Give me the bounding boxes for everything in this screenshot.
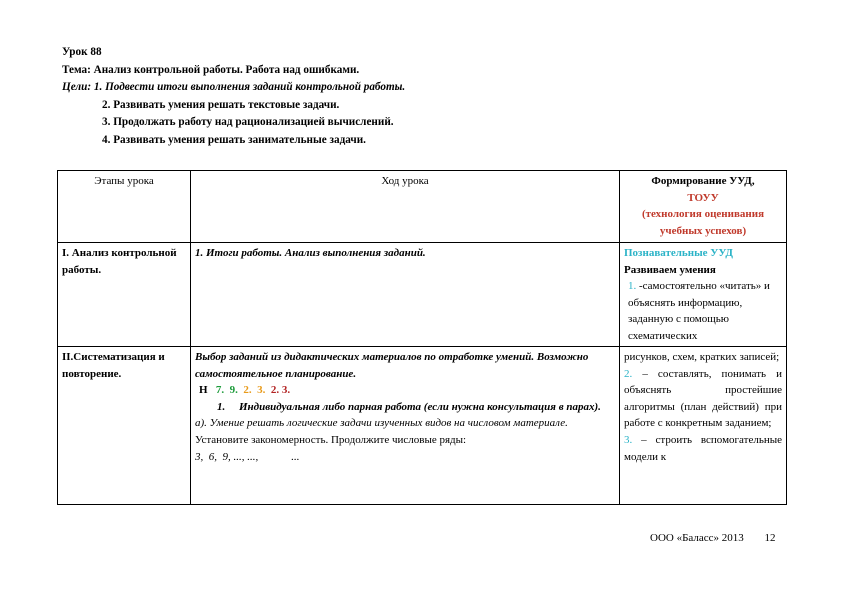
uud-skill-1-cont: рисунков, схем, кратких записей; xyxy=(624,351,780,363)
goals-line xyxy=(62,79,405,97)
uud-skill-1: 1. -самостоятельно «читать» и объяснять информацию, заданную с помощью схематических xyxy=(628,280,770,342)
lesson-header xyxy=(62,44,405,150)
lesson-plan-table xyxy=(57,170,787,505)
table-header-row xyxy=(58,171,787,243)
uud-title: Формирование УУД, xyxy=(651,175,755,187)
instruction-text: Установите закономерность. Продолжите числовые ряды: xyxy=(195,433,467,446)
lesson-topic: Тема: Анализ контрольной работы. Работа над ошибками. xyxy=(62,63,360,76)
goal-3: 3. Продолжать работу над рационализацией вычислений. xyxy=(102,116,394,129)
goal-4: 4. Развивать умения решать занимательные задачи. xyxy=(102,133,366,146)
table-row xyxy=(58,243,787,347)
number-series: 3, 6, 9, ..., ..., ... xyxy=(195,450,300,463)
uud-skill-2: 2. – составлять, понимать и объяснять простейшие алгоритмы (план действий) при работе с конкретным заданием; xyxy=(624,367,783,430)
page-footer xyxy=(650,532,794,544)
uud-skill-3: 3. – строить вспомогательные модели к xyxy=(624,433,783,463)
header-uud xyxy=(620,171,787,243)
task-numbers: Н 7. 9. 2. 3. 2. 3. xyxy=(199,384,291,397)
stage-cell: II.Систематизация и повторение. xyxy=(58,347,191,505)
goal-2: 2. Развивать умения решать текстовые задачи. xyxy=(102,98,340,111)
cognitive-uud-title: Познавательные УУД xyxy=(624,247,733,259)
toou-label: ТОУУ xyxy=(687,191,719,204)
goals-label: Цели: xyxy=(62,81,92,94)
uud-cell xyxy=(620,347,787,505)
goal-1: 1. Подвести итоги выполнения заданий контрольной работы. xyxy=(93,81,406,94)
uud-develop-label: Развиваем умения xyxy=(624,263,716,276)
work-item-a: а). Умение решать логические задачи изученных видов на числовом материале. xyxy=(195,417,568,430)
lesson-number: Урок 88 xyxy=(62,46,102,58)
table-row xyxy=(58,347,787,505)
tech-label: (технология оценивания учебных успехов) xyxy=(641,208,765,237)
course-cell: 1. Итоги работы. Анализ выполнения заданий. xyxy=(191,243,620,347)
task-selection-text: Выбор заданий из дидактических материалов по отработке умений. Возможно самостоятельное планирование. xyxy=(195,351,589,380)
header-stages: Этапы урока xyxy=(58,171,191,243)
publisher-credit: ООО «Баласс» 2013 xyxy=(650,532,744,544)
work-item-1: 1. Индивидуальная либо парная работа (если нужна консультация в парах). xyxy=(217,400,601,413)
course-cell xyxy=(191,347,620,505)
header-course: Ход урока xyxy=(191,171,620,243)
page-number: 12 xyxy=(764,532,776,544)
uud-cell xyxy=(620,243,787,347)
stage-cell: I. Анализ контрольной работы. xyxy=(58,243,191,347)
